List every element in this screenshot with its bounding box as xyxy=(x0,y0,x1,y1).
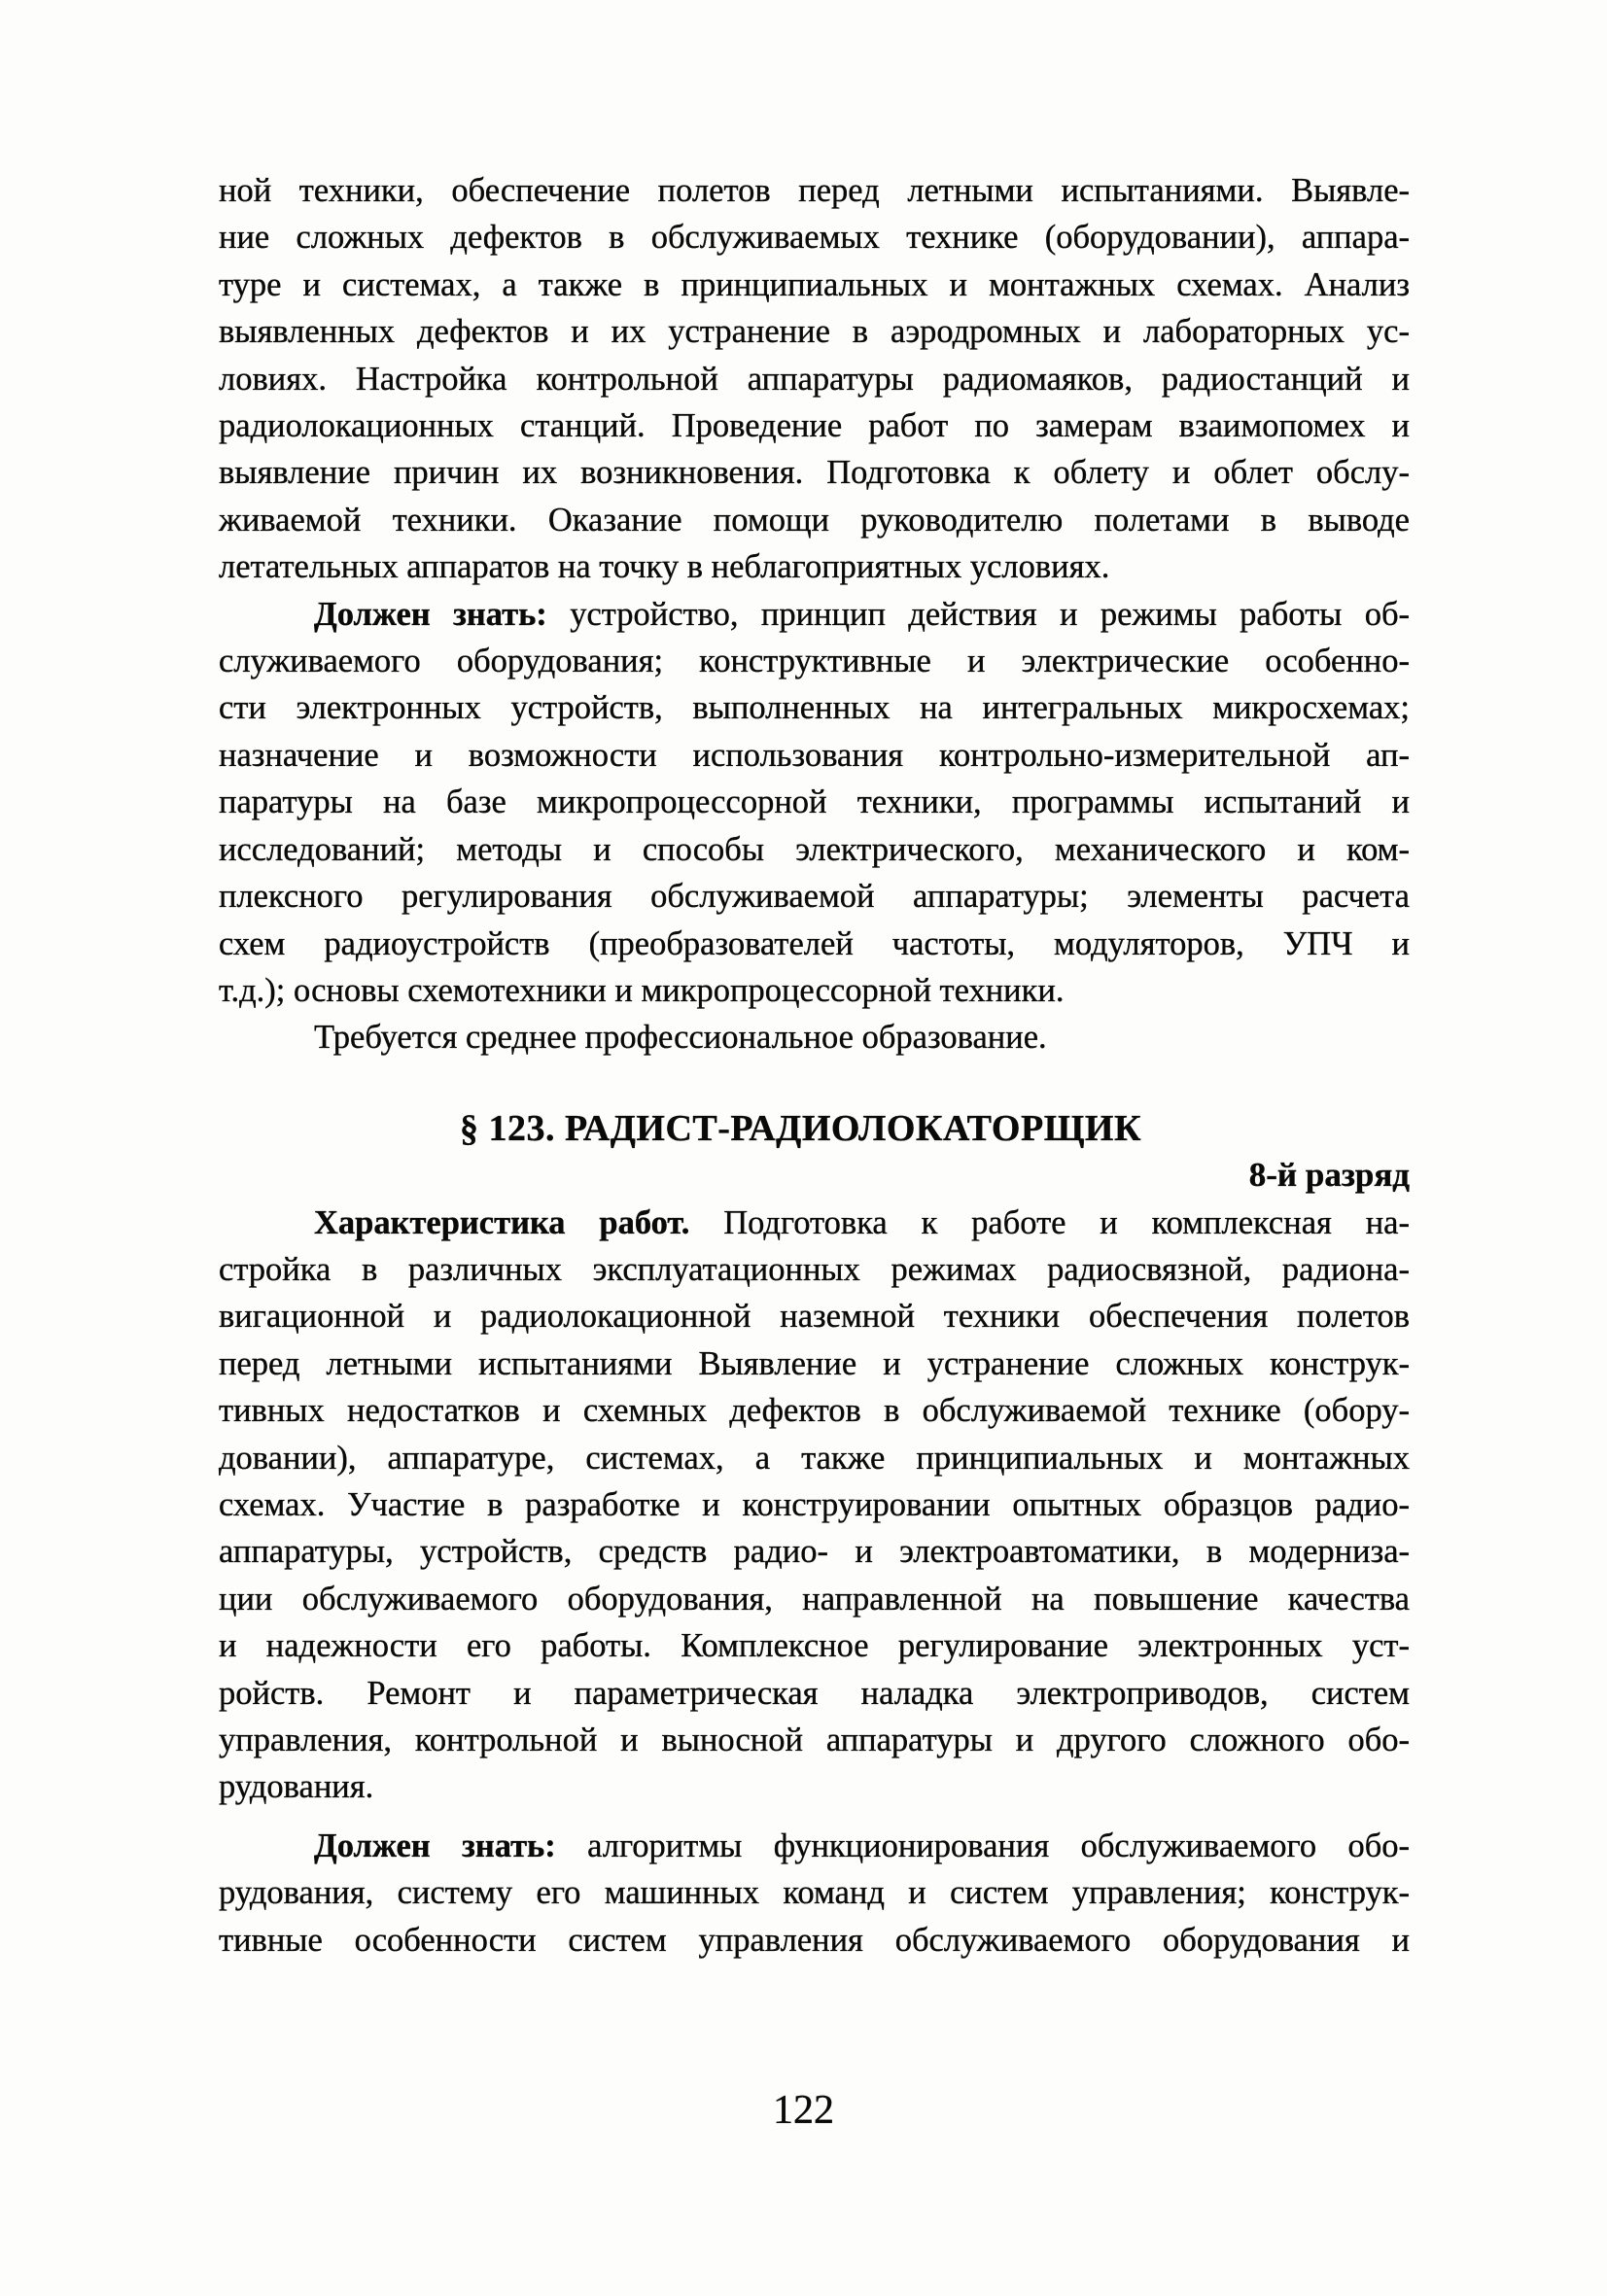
text-line: ние сложных дефектов в обслуживаемых технике (оборудовании), аппара- xyxy=(219,219,1410,257)
text-line: назначение и возможности использования контрольно-измерительной ап- xyxy=(219,736,1410,774)
text-line: схемах. Участие в разработке и конструировании опытных образцов радио- xyxy=(219,1485,1410,1523)
text-line: туре и системах, а также в принципиальных и монтажных схемах. Анализ xyxy=(219,265,1410,303)
paragraph-must-know-1 xyxy=(219,591,1410,1015)
text-line: служиваемого оборудования; конструктивные и электрические особенно- xyxy=(219,643,1410,680)
text-line: аппаратуры, устройств, средств радио- и электроавтоматики, в модерниза- xyxy=(219,1533,1410,1571)
job-characteristics-lead: Характеристика работ. xyxy=(314,1203,690,1241)
text-line: довании), аппаратуре, системах, а также принципиальных и монтажных xyxy=(219,1439,1410,1477)
text-line: плексного регулирования обслуживаемой аппаратуры; элементы расчета xyxy=(219,878,1410,916)
text-line: тивных недостатков и схемных дефектов в обслуживаемой технике (обору- xyxy=(219,1392,1410,1430)
paragraph-must-know-2 xyxy=(219,1823,1410,1964)
grade-label: 8-й разряд xyxy=(1248,1156,1410,1195)
text-line-rest: алгоритмы функционирования обслуживаемого обо- xyxy=(555,1826,1411,1864)
text-line: управления, контрольной и выносной аппаратуры и другого сложного обо- xyxy=(219,1722,1410,1758)
text-line: стройка в различных эксплуатационных режимах радиосвязной, радиона- xyxy=(219,1250,1410,1288)
text-line: тивные особенности систем управления обслуживаемого оборудования и xyxy=(219,1921,1410,1959)
text-line xyxy=(219,1200,1410,1246)
text-line: ции обслуживаемого оборудования, направленной на повышение качества xyxy=(219,1580,1410,1618)
text-line xyxy=(219,591,1410,638)
text-line: т.д.); основы схемотехники и микропроцессорной техники. xyxy=(219,971,1065,1009)
text-line: живаемой техники. Оказание помощи руководителю полетами в выводе xyxy=(219,501,1410,539)
text-line: рудования. xyxy=(219,1768,374,1806)
section-heading: § 123. РАДИСТ-РАДИОЛОКАТОРЩИК xyxy=(459,1107,1142,1149)
paragraph-job-characteristics xyxy=(219,1200,1410,1811)
must-know-lead: Должен знать: xyxy=(314,595,547,633)
text-line: вигационной и радиолокационной наземной техники обеспечения полетов xyxy=(219,1298,1410,1336)
text-line: сти электронных устройств, выполненных на интегральных микросхемах; xyxy=(219,689,1410,727)
text-line: выявление причин их возникновения. Подготовка к облету и облет обслу- xyxy=(219,454,1410,492)
text-line: выявленных дефектов и их устранение в аэродромных и лабораторных ус- xyxy=(219,313,1410,351)
text-line: рудования, систему его машинных команд и систем управления; конструк- xyxy=(219,1874,1410,1912)
text-line: паратуры на базе микропроцессорной техники, программы испытаний и xyxy=(219,783,1410,821)
text-line: схем радиоустройств (преобразователей частоты, модуляторов, УПЧ и xyxy=(219,924,1410,962)
text-line: радиолокационных станций. Проведение работ по замерам взаимопомех и xyxy=(219,407,1410,445)
text-line xyxy=(219,1823,1410,1869)
must-know-lead: Должен знать: xyxy=(314,1826,556,1864)
text-line: Требуется среднее профессиональное образование. xyxy=(314,1019,1047,1057)
text-line: и надежности его работы. Комплексное регулирование электронных уст- xyxy=(219,1627,1410,1665)
text-line: летательных аппаратов на точку в неблагоприятных условиях. xyxy=(219,548,1110,586)
text-line-rest: Подготовка к работе и комплексная на- xyxy=(689,1203,1410,1241)
text-line: исследований; методы и способы электрического, механического и ком- xyxy=(219,830,1410,868)
text-line: ной техники, обеспечение полетов перед летными испытаниями. Выявле- xyxy=(219,172,1410,209)
paragraph-prev-section-tail xyxy=(219,167,1410,591)
paragraph-education-requirement xyxy=(219,1014,1410,1061)
text-line: ловиях. Настройка контрольной аппаратуры радиомаяков, радиостанций и xyxy=(219,360,1410,398)
text-block xyxy=(219,167,1410,1964)
text-line: ройств. Ремонт и параметрическая наладка электроприводов, систем xyxy=(219,1674,1410,1712)
page-number: 122 xyxy=(773,2088,834,2133)
text-line: перед летными испытаниями Выявление и устранение сложных конструк- xyxy=(219,1344,1410,1382)
text-line-rest: устройство, принцип действия и режимы работы об- xyxy=(546,595,1410,633)
